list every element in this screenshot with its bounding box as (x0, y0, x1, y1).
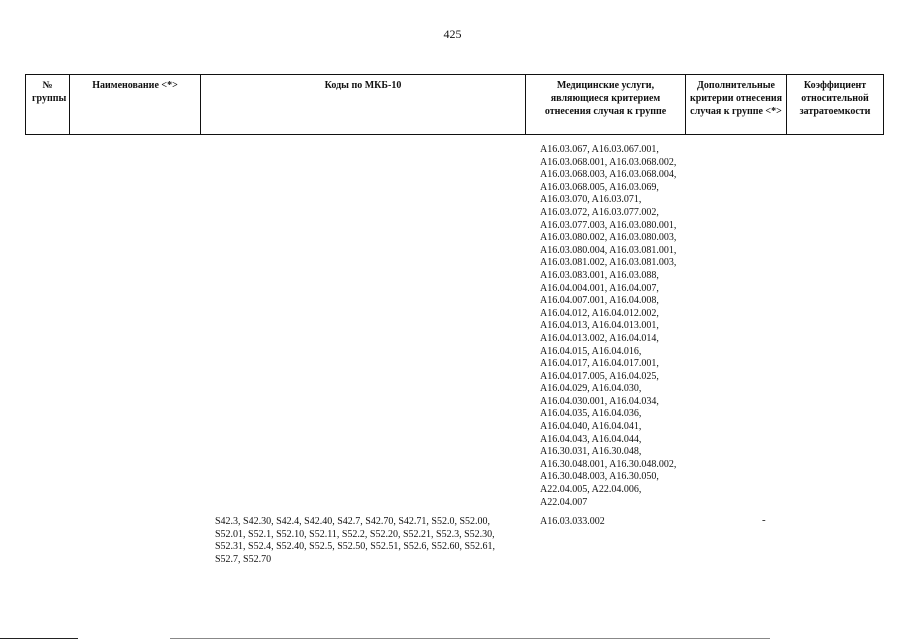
page-number: 425 (443, 27, 462, 41)
header-icd-codes-label: Коды по МКБ-10 (324, 80, 402, 91)
service-line: A16.04.017.005, A16.04.025, (540, 370, 659, 382)
row2-icd-codes: S42.3, S42.30, S42.4, S42.40, S42.7, S42.70, S42.71, S52.0, S52.00, S52.01, S52.1, S52.10, S52.11, S52.2, S52.20, S52.21, S52.3, S52.30, S52.31, S52.4, S52.40, S52.5, S52.50, S52.51, S52.6, S52.60, S52.61, S52.7, S52.70 (215, 516, 496, 565)
service-line: A22.04.005, A22.04.006, (540, 484, 642, 496)
service-line: A16.04.017, A16.04.017.001, (540, 358, 659, 370)
service-line: A16.30.048.003, A16.30.050, (540, 471, 659, 483)
service-line: A16.04.004.001, A16.04.007, (540, 282, 659, 294)
service-line: A16.04.035, A16.04.036, (540, 408, 642, 420)
service-line: A16.04.015, A16.04.016, (540, 345, 642, 357)
row2-extra-criteria: - (762, 514, 766, 526)
service-line: A16.03.068.005, A16.03.069, (540, 181, 659, 193)
row2-service: A16.03.033.002 (540, 516, 605, 527)
service-line: A16.04.013, A16.04.013.001, (540, 320, 659, 332)
header-coefficient (786, 74, 884, 135)
header-group-number-label: № группы (32, 80, 67, 104)
header-icd-codes (200, 74, 525, 135)
service-line: A16.03.072, A16.03.077.002, (540, 206, 659, 218)
service-line: A16.03.083.001, A16.03.088, (540, 269, 659, 281)
header-extra-criteria-label: Дополнительные критерии отнесения случая к группе <*> (689, 80, 783, 117)
service-line: A16.03.081.002, A16.03.081.003, (540, 257, 677, 269)
scan-artifact-line (170, 638, 770, 639)
service-line: A16.03.080.004, A16.03.081.001, (540, 244, 677, 256)
service-line: A16.03.070, A16.03.071, (540, 194, 642, 206)
header-medical-services-label: Медицинские услуги, являющиеся критерием отнесения случая к группе (544, 80, 667, 117)
service-line: A16.03.080.002, A16.03.080.003, (540, 232, 677, 244)
header-name-label: Наименование <*> (92, 80, 178, 91)
service-line: A16.03.067, A16.03.067.001, (540, 144, 659, 155)
service-line: A16.04.030.001, A16.04.034, (540, 395, 659, 407)
header-name (69, 74, 200, 135)
continued-services-list (540, 144, 676, 509)
service-line: A16.03.068.003, A16.03.068.004, (540, 169, 677, 181)
scan-artifact-line (0, 638, 78, 639)
service-line: A16.30.048.001, A16.30.048.002, (540, 458, 677, 470)
header-coefficient-label: Коэффициент относительной затратоемкости (799, 80, 871, 117)
header-extra-criteria (685, 74, 786, 135)
service-line: A16.04.007.001, A16.04.008, (540, 295, 659, 307)
service-line: A16.03.068.001, A16.03.068.002, (540, 156, 677, 168)
service-line: A16.04.029, A16.04.030, (540, 383, 642, 395)
service-line: A16.04.013.002, A16.04.014, (540, 332, 659, 344)
service-line: A22.04.007 (540, 496, 588, 508)
service-line: A16.03.077.003, A16.03.080.001, (540, 219, 677, 231)
service-line: A16.04.012, A16.04.012.002, (540, 307, 659, 319)
header-medical-services (525, 74, 685, 135)
header-group-number (25, 74, 69, 135)
service-line: A16.04.043, A16.04.044, (540, 433, 642, 445)
service-line: A16.04.040, A16.04.041, (540, 421, 642, 433)
service-line: A16.30.031, A16.30.048, (540, 446, 642, 458)
